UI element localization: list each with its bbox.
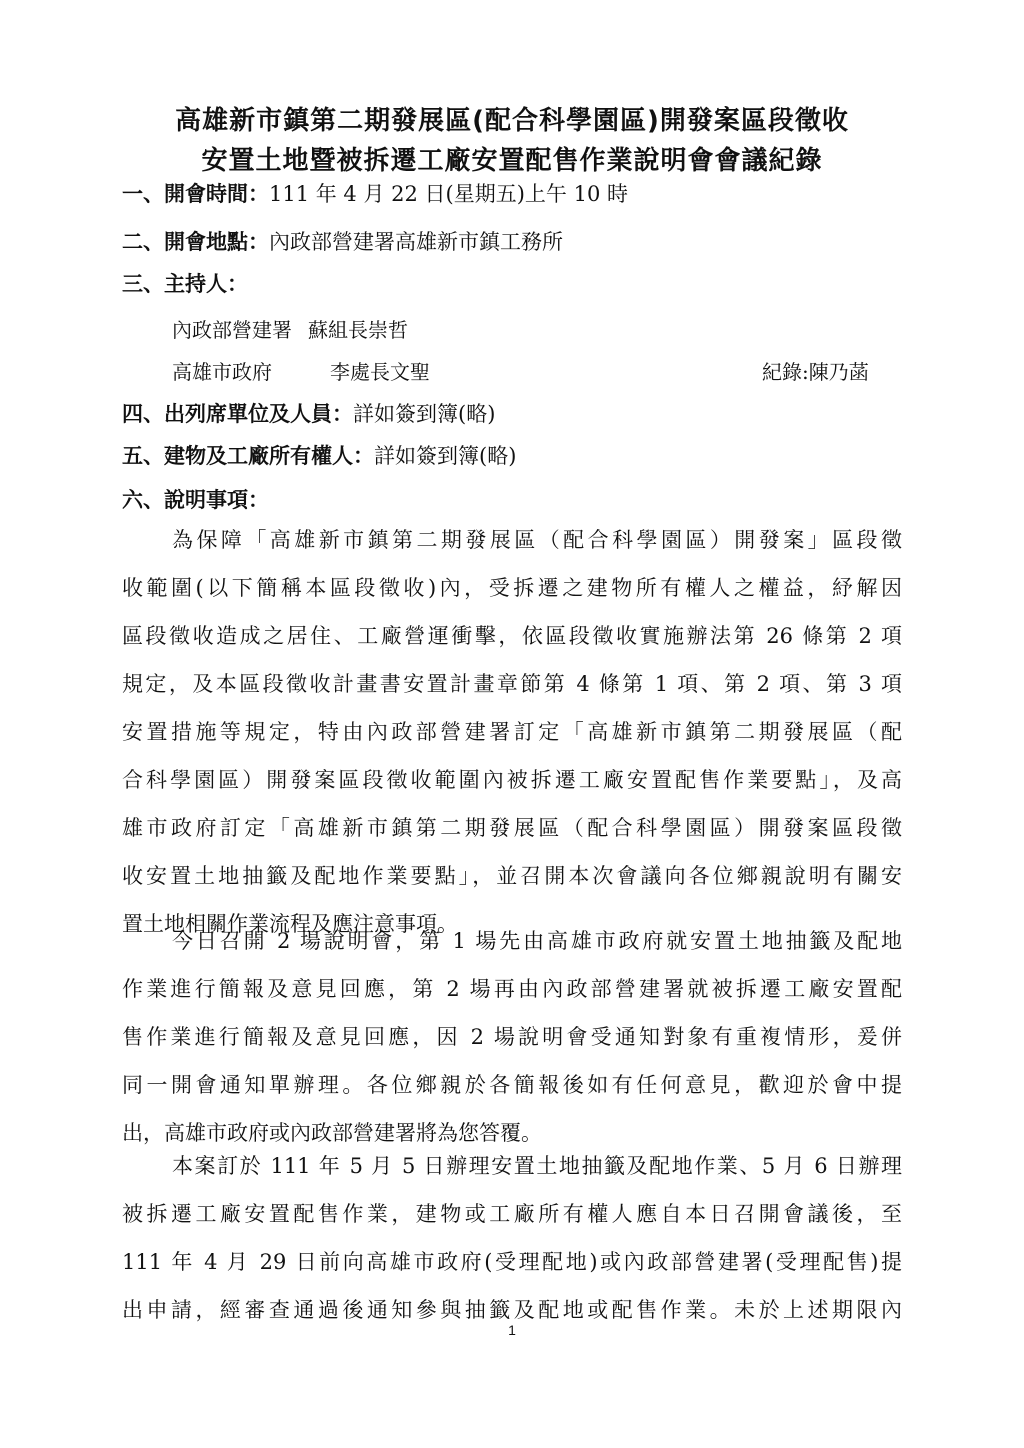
paragraph-line: 收範圍(以下簡稱本區段徵收)內，受拆遷之建物所有權人之權益，紓解因 bbox=[122, 576, 902, 600]
paragraph-line: 111 年 4 月 29 日前向高雄市政府(受理配地)或內政部營建署(受理配售)提 bbox=[122, 1250, 902, 1274]
paragraph-line: 收安置土地抽籤及配地作業要點」，並召開本次會議向各位鄉親說明有關安 bbox=[122, 864, 902, 888]
meeting-location bbox=[122, 226, 563, 256]
recorder: 紀錄:陳乃菡 bbox=[762, 360, 869, 384]
owners-value: 詳如簽到簿(略) bbox=[374, 444, 517, 468]
paragraph-line: 為保障「高雄新市鎮第二期發展區（配合科學園區）開發案」區段徵 bbox=[172, 528, 902, 552]
paragraph-line: 出，高雄市政府或內政部營建署將為您答覆。 bbox=[122, 1121, 542, 1145]
paragraph-line: 規定，及本區段徵收計畫書安置計畫章節第 4 條第 1 項、第 2 項、第 3 項 bbox=[122, 672, 902, 696]
chair-2-name: 李處長文聖 bbox=[330, 360, 430, 384]
chair-1-org: 內政部營建署 bbox=[172, 318, 292, 342]
paragraph-line: 本案訂於 111 年 5 月 5 日辦理安置土地抽籤及配地作業、5 月 6 日辦理 bbox=[172, 1154, 902, 1178]
owners-label: 五、建物及工廠所有權人： bbox=[122, 444, 374, 468]
chairperson-label: 三、主持人： bbox=[122, 272, 248, 296]
document-title-line-2: 安置土地暨被拆遷工廠安置配售作業說明會會議紀錄 bbox=[201, 146, 823, 176]
paragraph-1 bbox=[122, 516, 902, 948]
paragraph-line: 同一開會通知單辦理。各位鄉親於各簡報後如有任何意見，歡迎於會中提 bbox=[122, 1073, 902, 1097]
paragraph-line: 區段徵收造成之居住、工廠營運衝擊，依區段徵收實施辦法第 26 條第 2 項 bbox=[122, 624, 902, 648]
chair-2-org: 高雄市政府 bbox=[172, 360, 272, 384]
meeting-time bbox=[122, 178, 628, 208]
owners bbox=[122, 440, 516, 470]
document-title-line-1: 高雄新市鎮第二期發展區(配合科學園區)開發案區段徵收 bbox=[175, 106, 849, 136]
attendees-label: 四、出列席單位及人員： bbox=[122, 402, 353, 426]
paragraph-3 bbox=[122, 1142, 902, 1334]
meeting-time-label: 一、開會時間： bbox=[122, 182, 269, 206]
paragraph-line: 合科學園區）開發案區段徵收範圍內被拆遷工廠安置配售作業要點」，及高 bbox=[122, 768, 902, 792]
chairperson bbox=[122, 268, 248, 298]
meeting-time-value: 111 年 4 月 22 日(星期五)上午 10 時 bbox=[269, 182, 628, 206]
paragraph-line: 售作業進行簡報及意見回應，因 2 場說明會受通知對象有重複情形，爰併 bbox=[122, 1025, 902, 1049]
attendees bbox=[122, 398, 495, 428]
chair-1-name: 蘇組長崇哲 bbox=[308, 318, 408, 342]
paragraph-line: 出申請，經審查通過後通知參與抽籤及配地或配售作業。未於上述期限內 bbox=[122, 1298, 902, 1322]
attendees-value: 詳如簽到簿(略) bbox=[353, 402, 496, 426]
meeting-location-value: 內政部營建署高雄新市鎮工務所 bbox=[269, 230, 563, 254]
paragraph-line: 置土地相關作業流程及應注意事項。 bbox=[122, 912, 458, 936]
meeting-location-label: 二、開會地點： bbox=[122, 230, 269, 254]
paragraph-2 bbox=[122, 917, 902, 1157]
paragraph-line: 被拆遷工廠安置配售作業，建物或工廠所有權人應自本日召開會議後，至 bbox=[122, 1202, 902, 1226]
explanation-heading-label: 六、說明事項： bbox=[122, 488, 269, 512]
page-number: 1 bbox=[508, 1322, 516, 1338]
paragraph-line: 今日召開 2 場說明會，第 1 場先由高雄市政府就安置土地抽籤及配地 bbox=[172, 929, 902, 953]
paragraph-line: 雄市政府訂定「高雄新市鎮第二期發展區（配合科學園區）開發案區段徵 bbox=[122, 816, 902, 840]
explanation-heading bbox=[122, 484, 269, 514]
paragraph-line: 作業進行簡報及意見回應，第 2 場再由內政部營建署就被拆遷工廠安置配 bbox=[122, 977, 902, 1001]
paragraph-line: 安置措施等規定，特由內政部營建署訂定「高雄新市鎮第二期發展區（配 bbox=[122, 720, 902, 744]
